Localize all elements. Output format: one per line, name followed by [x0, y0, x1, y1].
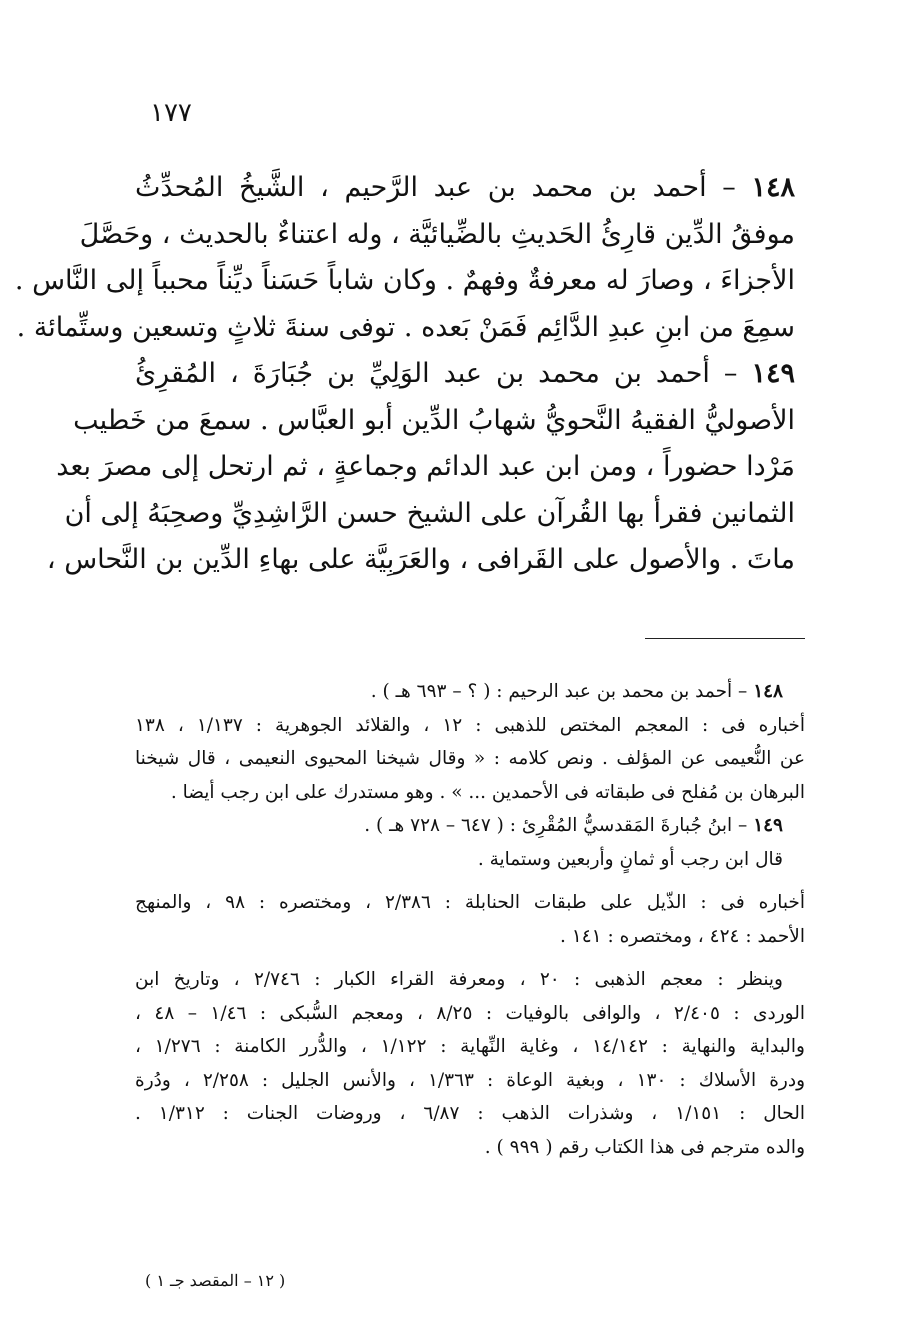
footnote-line: [135, 742, 805, 776]
entry-number: ١٤٩: [753, 815, 783, 836]
line-text: – أحمد بن محمد بن عبد الوَلِيِّ بن جُبَارَةَ ، المُقرِئُ: [135, 358, 738, 389]
text-line: [135, 165, 795, 212]
footnotes: [135, 675, 805, 1164]
line-text: البرهان بن مُفلح فى طبقاته فى الأحمدين ... » . وهو مستدرك على ابن رجب أيضا .: [170, 781, 805, 803]
text-line: [46, 537, 795, 584]
line-text: الأجزاءَ ، وصارَ له معرفةٌ وفهمٌ . وكان شاباً حَسَناً ديِّناً محبباً إلى النَّاس .: [14, 265, 795, 296]
line-text: الحال : ١/١٥١ ، وشذرات الذهب : ٦/٨٧ ، وروضات الجنات : ١/٣١٢ .: [135, 1103, 805, 1124]
entry-number: ١٤٨: [753, 681, 783, 702]
footnote-separator: [645, 638, 805, 639]
line-text: سمِعَ من ابنِ عبدِ الدَّائِم فَمَنْ بَعده . توفى سنةَ ثلاثٍ وتسعين وستِّمائة .: [16, 311, 795, 343]
line-text: ماتَ . والأصول على القَرافى ، والعَرَبِيَّة على بهاءِ الدِّين بن النَّحاس ،: [46, 544, 795, 575]
footnote-line: [135, 709, 805, 743]
line-text: مَرْدا حضوراً ، ومن ابن عبد الدائم وجماعةٍ ، ثم ارتحل إلى مصرَ بعد: [56, 451, 795, 482]
line-text: الأحمد : ٤٢٤ ، ومختصره : ١٤١ .: [560, 925, 805, 947]
line-text: – أحمد بن محمد بن عبد الرحيم : ( ؟ – ٦٩٣ هـ ) .: [370, 681, 748, 702]
footnote-line: [135, 997, 805, 1031]
footnote-line: [135, 776, 805, 810]
footnote-line: [135, 920, 805, 954]
footnote-line: [135, 963, 805, 997]
footnote-line: [135, 886, 805, 920]
footnote-line: [135, 675, 805, 709]
footnote-line: [135, 843, 805, 877]
line-text: ودرة الأسلاك : ١٣٠ ، وبغية الوعاة : ١/٣٦٣ ، والأنس الجليل : ٢/٢٥٨ ، ودُرة: [135, 1069, 806, 1091]
entry-number: ١٤٩: [751, 358, 795, 389]
footnote-line: [135, 1030, 805, 1064]
line-text: عن النُّعيمى عن المؤلف . ونص كلامه : « وقال شيخنا المحيوى النعيمى ، قال شيخنا: [135, 748, 805, 769]
text-line: [73, 398, 795, 445]
line-text: والبداية والنهاية : ١٤/١٤٢ ، وغاية النِّهاية : ١/١٢٢ ، والدُّرر الكامنة : ١/٢٧٦ ،: [135, 1036, 805, 1057]
text-line: [16, 305, 795, 352]
line-text: الثمانين فقرأ بها القُرآن على الشيخ حسن الرَّاشِدِيِّ وصحِبَهُ إلى أن: [64, 497, 795, 529]
line-text: – ابنُ جُبارةَ المَقدسيُّ المُقْرِئ : ( ٦٤٧ – ٧٢٨ هـ ) .: [364, 815, 748, 836]
line-text: قال ابن رجب أو ثمانٍ وأربعين وستماية .: [477, 848, 783, 870]
main-text: [14, 165, 795, 584]
line-text: موفقُ الدِّين قارِئُ الحَديثِ بالضِّيائيَّة ، وله اعتناءٌ بالحديث ، وحَصَّلَ: [79, 218, 795, 250]
footnote-line: [135, 809, 805, 843]
entry-number: ١٤٨: [751, 172, 795, 203]
line-text: أخباره فى : الذّيل على طبقات الحنابلة : ٢/٣٨٦ ، ومختصره : ٩٨ ، والمنهج: [135, 892, 805, 913]
footnote-line: [135, 1097, 805, 1131]
text-line: [79, 212, 795, 259]
line-text: الوردى : ٢/٤٠٥ ، والوافى بالوفيات : ٨/٢٥ ، ومعجم السُّبكى : ١/٤٦ – ٤٨ ،: [135, 1002, 805, 1024]
footnote-line: [135, 1131, 805, 1165]
line-text: – أحمد بن محمد بن عبد الرَّحيم ، الشَّيخُ المُحدِّثُ: [135, 172, 736, 203]
signature-mark: ( ١٢ – المقصد جـ ١ ): [145, 1271, 286, 1290]
text-line: [14, 258, 795, 305]
footnote-line: [135, 1064, 805, 1098]
text-line: [64, 491, 795, 538]
page-number: ١٧٧: [150, 98, 192, 128]
line-text: وينظر : معجم الذهبى : ٢٠ ، ومعرفة القراء الكبار : ٢/٧٤٦ ، وتاريخ ابن: [135, 969, 783, 990]
line-text: أخباره فى : المعجم المختص للذهبى : ١٢ ، والقلائد الجوهرية : ١/١٣٧ ، ١٣٨: [135, 714, 805, 736]
line-text: والده مترجم فى هذا الكتاب رقم ( ٩٩٩ ) .: [484, 1136, 805, 1158]
text-line: [56, 444, 795, 491]
text-line: [135, 351, 795, 398]
line-text: الأصوليُّ الفقيهُ النَّحويُّ شهابُ الدِّين أبو العبَّاس . سمعَ من خَطيب: [73, 404, 795, 436]
